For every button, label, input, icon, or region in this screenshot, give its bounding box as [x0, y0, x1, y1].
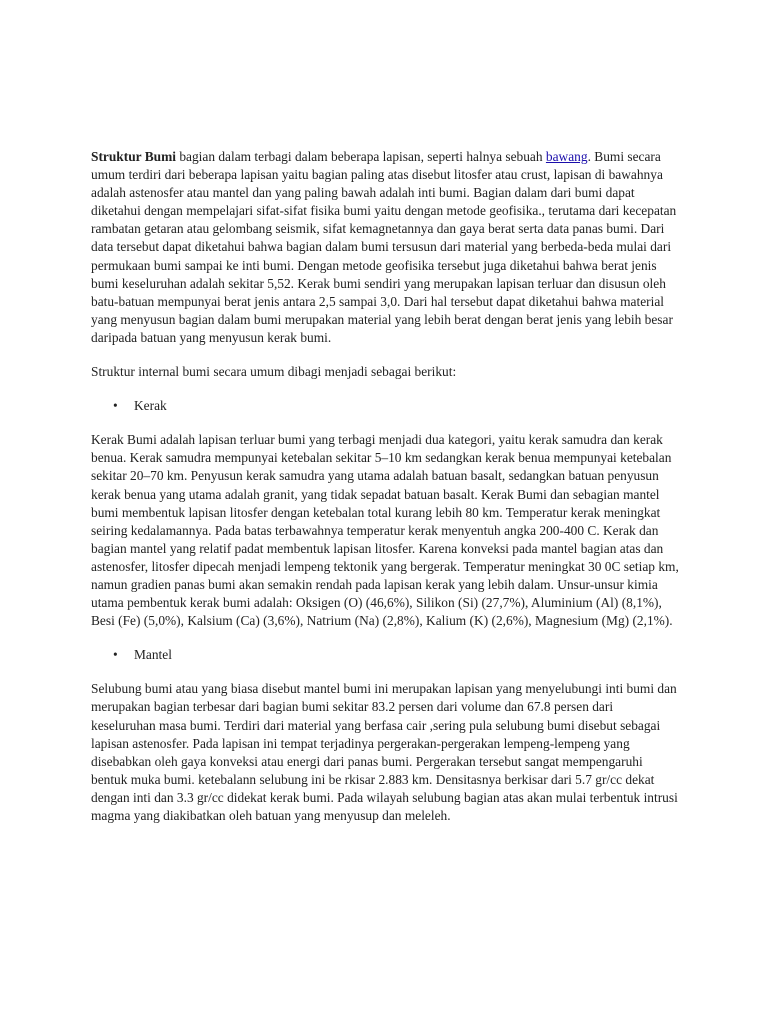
- intro-paragraph: [91, 148, 681, 347]
- list-item-kerak: [113, 397, 681, 415]
- bullet-label-kerak: Kerak: [134, 398, 167, 414]
- document-page: [91, 148, 681, 841]
- bullet-list-kerak: [91, 397, 681, 415]
- intro-bold-term: Struktur Bumi: [91, 149, 176, 164]
- bawang-link[interactable]: bawang: [545, 149, 588, 164]
- bullet-list-mantel: [91, 646, 681, 664]
- list-item-mantel: [113, 646, 681, 664]
- bullet-icon: •: [113, 647, 118, 663]
- structure-intro-paragraph: Struktur internal bumi secara umum dibagi menjadi sebagai berikut:: [91, 364, 457, 380]
- intro-text-before-link: bagian dalam terbagi dalam beberapa lapisan, seperti halnya sebuah: [175, 149, 546, 164]
- mantel-paragraph: Selubung bumi atau yang biasa disebut mantel bumi ini merupakan lapisan yang menyelubungi inti bumi dan merupakan bagian terbesar dari bagian bumi sekitar 83.2 persen dari volume dan 67.8 persen dari keseluruhan masa bumi. Terdiri dari material yang berfasa cair ,sering pula selubung bumi disebut sebagai lapisan astenosfer. Pada lapisan ini tempat terjadinya pergerakan-pergerakan lempeng-lempeng yang disebabkan oleh gaya konveksi atau energi dari panas bumi. Pergerakan tersebut sangat mempengaruhi bentuk muka bumi. ketebalann selubung ini be rkisar 2.883 km. Densitasnya berkisar dari 5.7 gr/cc dekat dengan inti dan 3.3 gr/cc didekat kerak bumi. Pada wilayah selubung bagian atas akan mulai terbentuk intrusi magma yang diakibatkan oleh batuan yang menyusup dan meleleh.: [91, 681, 678, 823]
- bullet-label-mantel: Mantel: [134, 647, 172, 663]
- kerak-paragraph: Kerak Bumi adalah lapisan terluar bumi yang terbagi menjadi dua kategori, yaitu kerak samudra dan kerak benua. Kerak samudra mempunyai ketebalan sekitar 5–10 km sedangkan kerak benua mempunyai ketebalan sekitar 20–70 km. Penyusun kerak samudra yang utama adalah batuan basalt, sedangkan batuan penyusun kerak benua yang utama adalah granit, yang tidak sepadat batuan basalt. Kerak Bumi dan sebagian mantel bumi membentuk lapisan litosfer dengan ketebalan total kurang lebih 80 km. Temperatur kerak meningkat seiring kedalamannya. Pada batas terbawahnya temperatur kerak menyentuh angka 200-400 C. Kerak dan bagian mantel yang relatif padat membentuk lapisan litosfer. Karena konveksi pada mantel bagian atas dan astenosfer, litosfer dipecah menjadi lempeng tektonik yang bergerak. Temperatur meningkat 30 0C setiap km, namun gradien panas bumi akan semakin rendah pada lapisan kerak yang lebih dalam. Unsur-unsur kimia utama pembentuk kerak bumi adalah: Oksigen (O) (46,6%), Silikon (Si) (27,7%), Aluminium (Al) (8,1%), Besi (Fe) (5,0%), Kalsium (Ca) (3,6%), Natrium (Na) (2,8%), Kalium (K) (2,6%), Magnesium (Mg) (2,1%).: [91, 432, 679, 629]
- bullet-icon: •: [113, 398, 118, 414]
- intro-text-after-link: . Bumi secara umum terdiri dari beberapa lapisan yaitu bagian paling atas disebut litosfer atau crust, lapisan di bawahnya adalah astenosfer atau mantel dan yang paling bawah adalah inti bumi. Bagian dalam dari bumi dapat diketahui dengan mempelajari sifat-sifat fisika bumi yaitu dengan metode geofisika., terutama dari kecepatan rambatan getaran atau gelombang seismik, sifat kemagnetannya dan gaya berat serta data panas bumi. Dari data tersebut dapat diketahui bahwa bagian dalam bumi tersusun dari material yang berbeda-beda mulai dari permukaan bumi sampai ke inti bumi. Dengan metode geofisika tersebut juga diketahui bahwa berat jenis bumi keseluruhan adalah sekitar 5,52. Kerak bumi sendiri yang merupakan lapisan terluar dan disusun oleh batu-batuan mempunyai berat jenis antara 2,5 sampai 3,0. Dari hal tersebut dapat diketahui bahwa material yang menyusun bagian dalam bumi merupakan material yang lebih berat dengan berat jenis yang lebih besar daripada batuan yang menyusun kerak bumi.: [91, 149, 677, 345]
